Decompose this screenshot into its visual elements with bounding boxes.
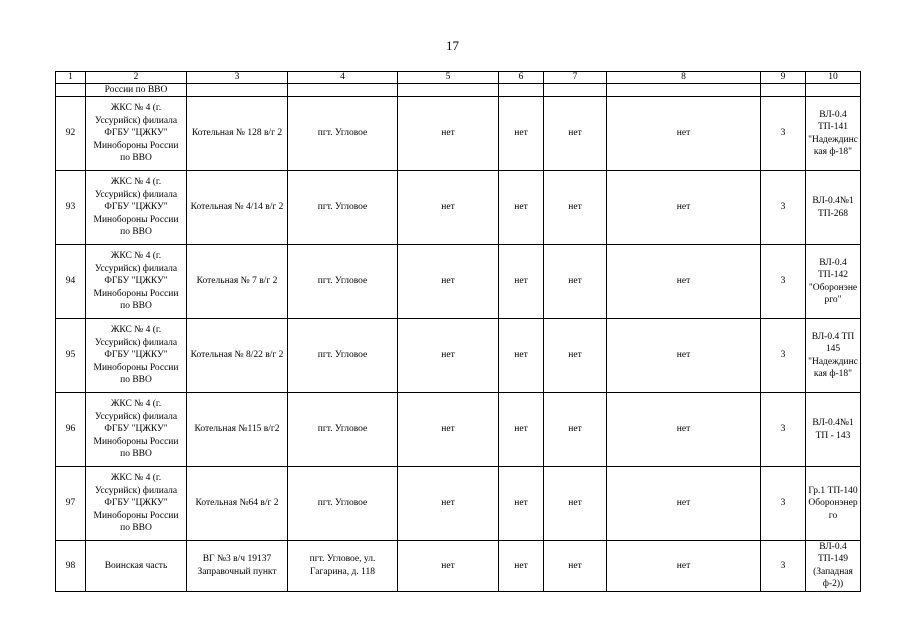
- table-cell: нет: [544, 393, 607, 467]
- table-cell: нет: [544, 97, 607, 171]
- table-cell: [56, 84, 86, 97]
- table-row: [56, 171, 861, 245]
- table-cell: нет: [607, 319, 761, 393]
- table-cell: нет: [499, 171, 544, 245]
- table-cell: [187, 84, 288, 97]
- header-cell: 2: [86, 72, 187, 84]
- table-row: [56, 541, 861, 592]
- table-cell: нет: [499, 97, 544, 171]
- table-cell: нет: [544, 319, 607, 393]
- table-cell: пгт. Угловое, ул. Гагарина, д. 118: [288, 541, 398, 592]
- table-cell: ЖКС № 4 (г. Уссурийск) филиала ФГБУ "ЦЖКУ" Минобороны России по ВВО: [86, 467, 187, 541]
- table-cell: 3: [761, 319, 806, 393]
- table-cell: нет: [499, 467, 544, 541]
- table-cell: нет: [499, 541, 544, 592]
- table-cell: 92: [56, 97, 86, 171]
- table-cell: [607, 84, 761, 97]
- table-cell: нет: [398, 393, 499, 467]
- header-cell: 8: [607, 72, 761, 84]
- header-cell: 1: [56, 72, 86, 84]
- table-cell: 3: [761, 171, 806, 245]
- table-cell: [499, 84, 544, 97]
- table-cell: пгт. Угловое: [288, 319, 398, 393]
- table-cell: нет: [607, 245, 761, 319]
- continuation-row: [56, 84, 861, 97]
- table-cell: ЖКС № 4 (г. Уссурийск) филиала ФГБУ "ЦЖКУ" Минобороны России по ВВО: [86, 97, 187, 171]
- table-cell: Котельная № 128 в/г 2: [187, 97, 288, 171]
- table-cell: нет: [607, 541, 761, 592]
- table-cell: 94: [56, 245, 86, 319]
- header-cell: 3: [187, 72, 288, 84]
- table-cell: Котельная №64 в/г 2: [187, 467, 288, 541]
- header-cell: 4: [288, 72, 398, 84]
- table-cell: ЖКС № 4 (г. Уссурийск) филиала ФГБУ "ЦЖКУ" Минобороны России по ВВО: [86, 171, 187, 245]
- table-cell: 96: [56, 393, 86, 467]
- table-cell: 3: [761, 97, 806, 171]
- table-cell: ЖКС № 4 (г. Уссурийск) филиала ФГБУ "ЦЖКУ" Минобороны России по ВВО: [86, 245, 187, 319]
- table-cell: Котельная № 8/22 в/г 2: [187, 319, 288, 393]
- table-cell: нет: [544, 541, 607, 592]
- header-cell: 10: [806, 72, 861, 84]
- table-cell: пгт. Угловое: [288, 245, 398, 319]
- table-cell: нет: [607, 97, 761, 171]
- table-cell: 3: [761, 245, 806, 319]
- table-cell: ВЛ-0.4 ТП-149 (Западная ф-2)): [806, 541, 861, 592]
- table-cell: нет: [499, 393, 544, 467]
- table-cell: ВЛ-0.4 ТП-141 "Надеждинская ф-18": [806, 97, 861, 171]
- table-cell: нет: [607, 393, 761, 467]
- header-cell: 9: [761, 72, 806, 84]
- table-cell: нет: [398, 467, 499, 541]
- table-cell: 3: [761, 467, 806, 541]
- table-cell: нет: [499, 245, 544, 319]
- table-cell: ВЛ-0.4№1 ТП-268: [806, 171, 861, 245]
- table-row: [56, 467, 861, 541]
- table-cell: пгт. Угловое: [288, 171, 398, 245]
- table-cell: ЖКС № 4 (г. Уссурийск) филиала ФГБУ "ЦЖКУ" Минобороны России по ВВО: [86, 393, 187, 467]
- table-cell: [806, 84, 861, 97]
- table-cell: ВЛ-0.4№1 ТП - 143: [806, 393, 861, 467]
- header-cell: 5: [398, 72, 499, 84]
- table-cell: 3: [761, 393, 806, 467]
- table-row: [56, 393, 861, 467]
- table-cell: нет: [398, 319, 499, 393]
- table-cell: Котельная № 4/14 в/г 2: [187, 171, 288, 245]
- table-row: [56, 319, 861, 393]
- table-cell: нет: [398, 171, 499, 245]
- table-cell: Котельная №115 в/г2: [187, 393, 288, 467]
- table-cell: 93: [56, 171, 86, 245]
- table-cell: 3: [761, 541, 806, 592]
- table-cell: России по ВВО: [86, 84, 187, 97]
- table-cell: нет: [607, 467, 761, 541]
- table-row: [56, 245, 861, 319]
- table-cell: [288, 84, 398, 97]
- table-cell: нет: [544, 467, 607, 541]
- table-cell: пгт. Угловое: [288, 393, 398, 467]
- table-cell: нет: [607, 171, 761, 245]
- page-number: 17: [446, 38, 459, 53]
- table-cell: ЖКС № 4 (г. Уссурийск) филиала ФГБУ "ЦЖКУ" Минобороны России по ВВО: [86, 319, 187, 393]
- table-cell: пгт. Угловое: [288, 467, 398, 541]
- table-cell: нет: [544, 245, 607, 319]
- table-cell: [761, 84, 806, 97]
- table-cell: Воинская часть: [86, 541, 187, 592]
- table-cell: 98: [56, 541, 86, 592]
- table-cell: Гр.1 ТП-140 Оборонэнерго: [806, 467, 861, 541]
- table-cell: нет: [398, 541, 499, 592]
- table-cell: 97: [56, 467, 86, 541]
- data-table: [55, 71, 861, 592]
- header-cell: 6: [499, 72, 544, 84]
- table-cell: нет: [398, 245, 499, 319]
- header-row: [56, 72, 861, 84]
- table-cell: нет: [544, 171, 607, 245]
- table-cell: [544, 84, 607, 97]
- table-row: [56, 97, 861, 171]
- table-cell: [398, 84, 499, 97]
- table-cell: Котельная № 7 в/г 2: [187, 245, 288, 319]
- table-cell: ВЛ-0.4 ТП-142 "Оборонэнерго": [806, 245, 861, 319]
- table-cell: ВЛ-0.4 ТП 145 "Надеждинская ф-18": [806, 319, 861, 393]
- header-cell: 7: [544, 72, 607, 84]
- table-cell: 95: [56, 319, 86, 393]
- table-cell: нет: [398, 97, 499, 171]
- table-cell: ВГ №3 в/ч 19137 Заправочный пункт: [187, 541, 288, 592]
- table-cell: нет: [499, 319, 544, 393]
- table-cell: пгт. Угловое: [288, 97, 398, 171]
